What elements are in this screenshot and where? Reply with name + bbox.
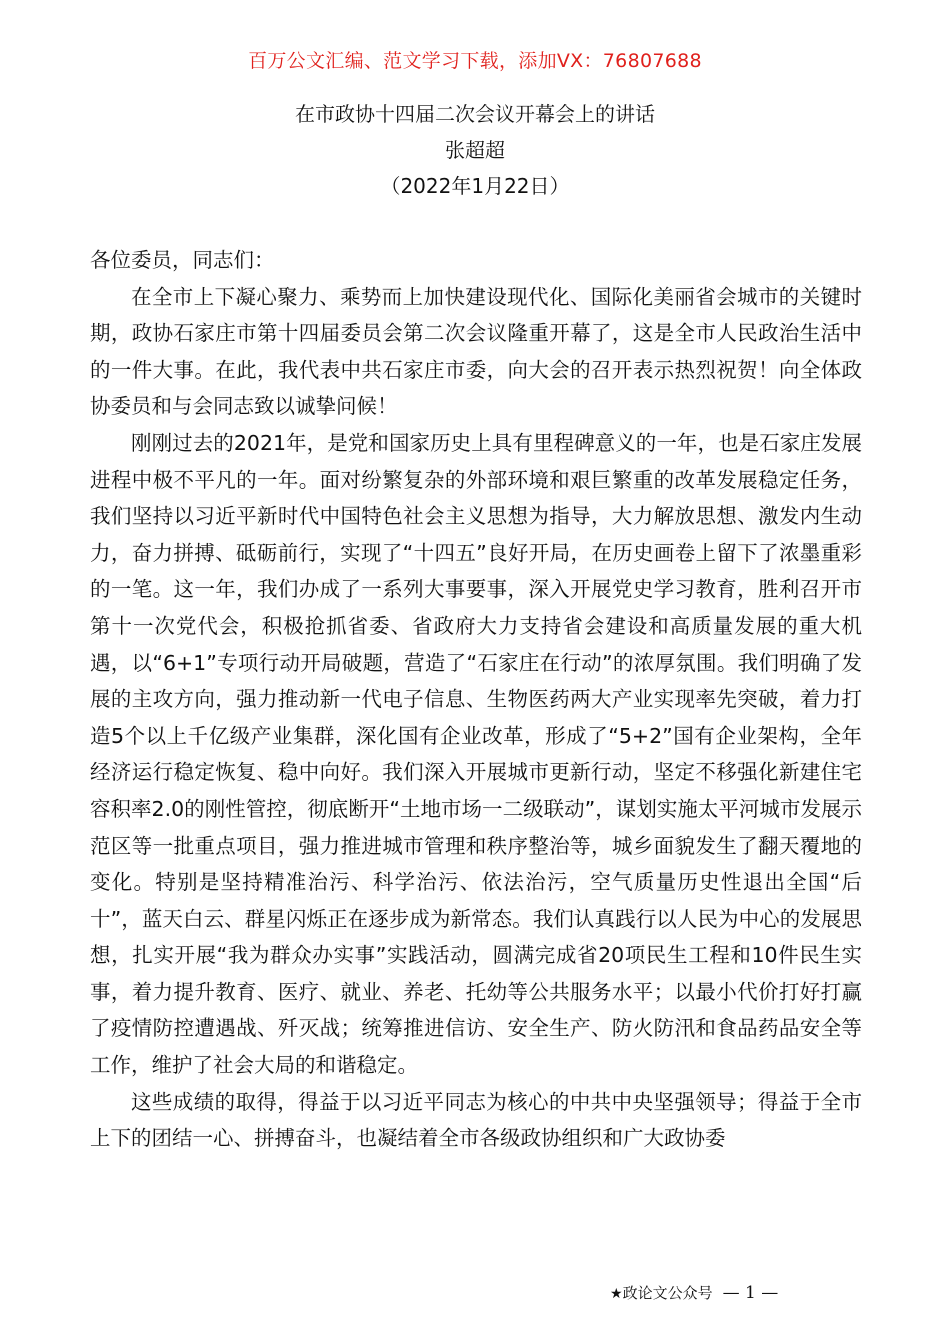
footer-source: 政论文公众号 xyxy=(622,1284,713,1302)
document-author: 张超超 xyxy=(445,138,505,162)
paragraph: 这些成绩的取得，得益于以习近平同志为核心的中共中央坚强领导；得益于全市上下的团结一心、拼搏奋斗，也凝结着全市各级政协组织和广大政协委 xyxy=(90,1089,862,1151)
page-number: — 1 — xyxy=(722,1283,779,1303)
document-date: （2022年1月22日） xyxy=(380,174,570,198)
star-icon: ★ xyxy=(610,1286,623,1302)
paragraph: 在全市上下凝心聚力、乘势而上加快建设现代化、国际化美丽省会城市的关键时期，政协石家庄市第十四届委员会第二次会议隆重开幕了，这是全市人民政治生活中的一件大事。在此，我代表中共石家庄市委，向大会的召开表示热烈祝贺！向全体政协委员和与会同志致以诚挚问候！ xyxy=(90,284,862,419)
promo-banner: 百万公文汇编、范文学习下载，添加VX：76807688 xyxy=(248,50,702,72)
page-footer xyxy=(610,1282,870,1303)
title-block xyxy=(0,96,950,204)
salutation: 各位委员，同志们： xyxy=(90,248,275,272)
paragraph: 刚刚过去的2021年，是党和国家历史上具有里程碑意义的一年，也是石家庄发展进程中极不平凡的一年。面对纷繁复杂的外部环境和艰巨繁重的改革发展稳定任务，我们坚持以习近平新时代中国特色社会主义思想为指导，大力解放思想、激发内生动力，奋力拼搏、砥砺前行，实现了“十四五”良好开局，在历史画卷上留下了浓墨重彩的一笔。这一年，我们办成了一系列大事要事，深入开展党史学习教育，胜利召开市第十一次党代会，积极抢抓省委、省政府大力支持省会建设和高质量发展的重大机遇，以“6+1”专项行动开局破题，营造了“石家庄在行动”的浓厚氛围。我们明确了发展的主攻方向，强力推动新一代电子信息、生物医药两大产业实现率先突破，着力打造5个以上千亿级产业集群，深化国有企业改革，形成了“5+2”国有企业架构，全年经济运行稳定恢复、稳中向好。我们深入开展城市更新行动，坚定不移强化新建住宅容积率2.0的刚性管控，彻底断开“土地市场一二级联动”，谋划实施太平河城市发展示范区等一批重点项目，强力推进城市管理和秩序整治等，城乡面貌发生了翻天覆地的变化。特别是坚持精准治污、科学治污、依法治污，空气质量历史性退出全国“后十”，蓝天白云、群星闪烁正在逐步成为新常态。我们认真践行以人民为中心的发展思想，扎实开展“我为群众办实事”实践活动，圆满完成省20项民生工程和10件民生实事，着力提升教育、医疗、就业、养老、托幼等公共服务水平；以最小代价打好打赢了疫情防控遭遇战、歼灭战；统筹推进信访、安全生产、防火防汛和食品药品安全等工作，维护了社会大局的和谐稳定。 xyxy=(90,430,862,1078)
document-title: 在市政协十四届二次会议开幕会上的讲话 xyxy=(295,102,655,126)
document-body xyxy=(90,242,862,1157)
